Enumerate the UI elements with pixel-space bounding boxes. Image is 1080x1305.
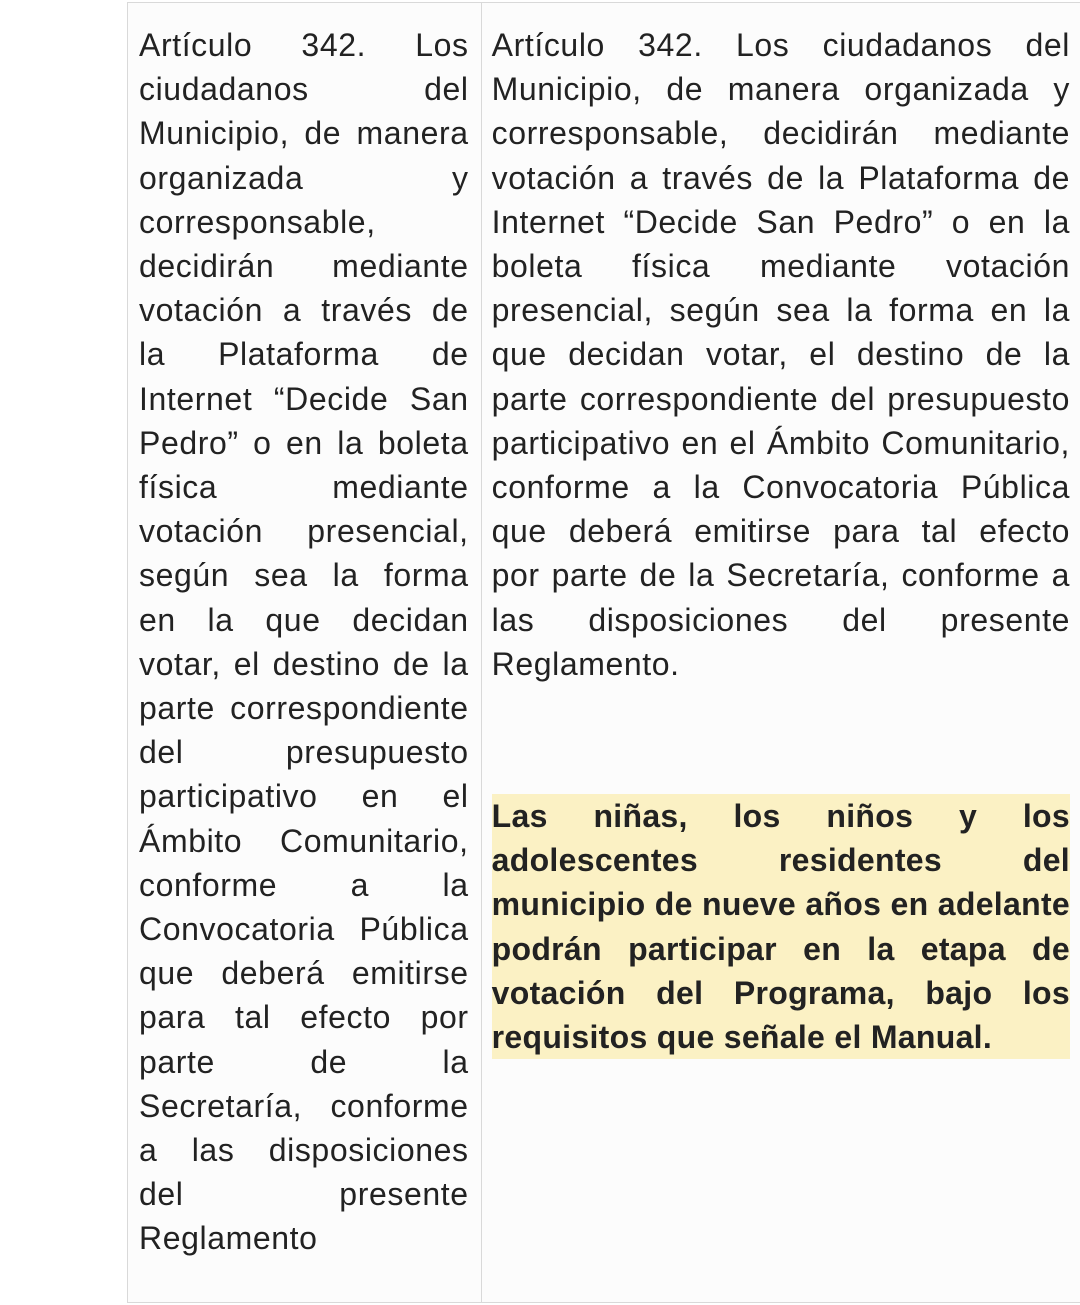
article-342-proposed-text: Artículo 342. Los ciudadanos del Municipio, de manera organizada y corresponsable, decidirán mediante votación a través de la Plataforma de Internet “Decide San Pedro” o en la boleta física mediante votación presencial, según sea la forma en la que decidan votar, el destino de la parte correspondiente del presupuesto participativo en el Ámbito Comunitario, conforme a la Convocatoria Pública que deberá emitirse para tal efecto por parte de la Secretaría, conforme a las disposiciones del presente Reglamento. <box>491 27 1070 682</box>
article-342-current-text: Artículo 342. Los ciudadanos del Municipio, de manera organizada y corresponsable, decidirán mediante votación a través de la Plataforma de Internet “Decide San Pedro” o en la boleta física mediante votación presencial, según sea la forma en la que decidan votar, el destino de la parte correspondiente del presupuesto participativo en el Ámbito Comunitario, conforme a la Convocatoria Pública que deberá emitirse para tal efecto por parte de la Secretaría, conforme a las disposiciones del presente Reglamento <box>139 27 469 1257</box>
added-paragraph-text: Las niñas, los niños y los adolescentes residentes del municipio de nueve años en adelante podrán participar en la etapa de votación del Programa, bajo los requisitos que señale el Manual. <box>491 798 1070 1056</box>
current-text-column <box>128 3 482 1302</box>
proposed-text-column <box>482 3 1080 1302</box>
added-paragraph-highlighted <box>492 794 1070 1059</box>
added-paragraph-block <box>492 794 1070 1059</box>
comparison-table <box>127 2 1080 1303</box>
